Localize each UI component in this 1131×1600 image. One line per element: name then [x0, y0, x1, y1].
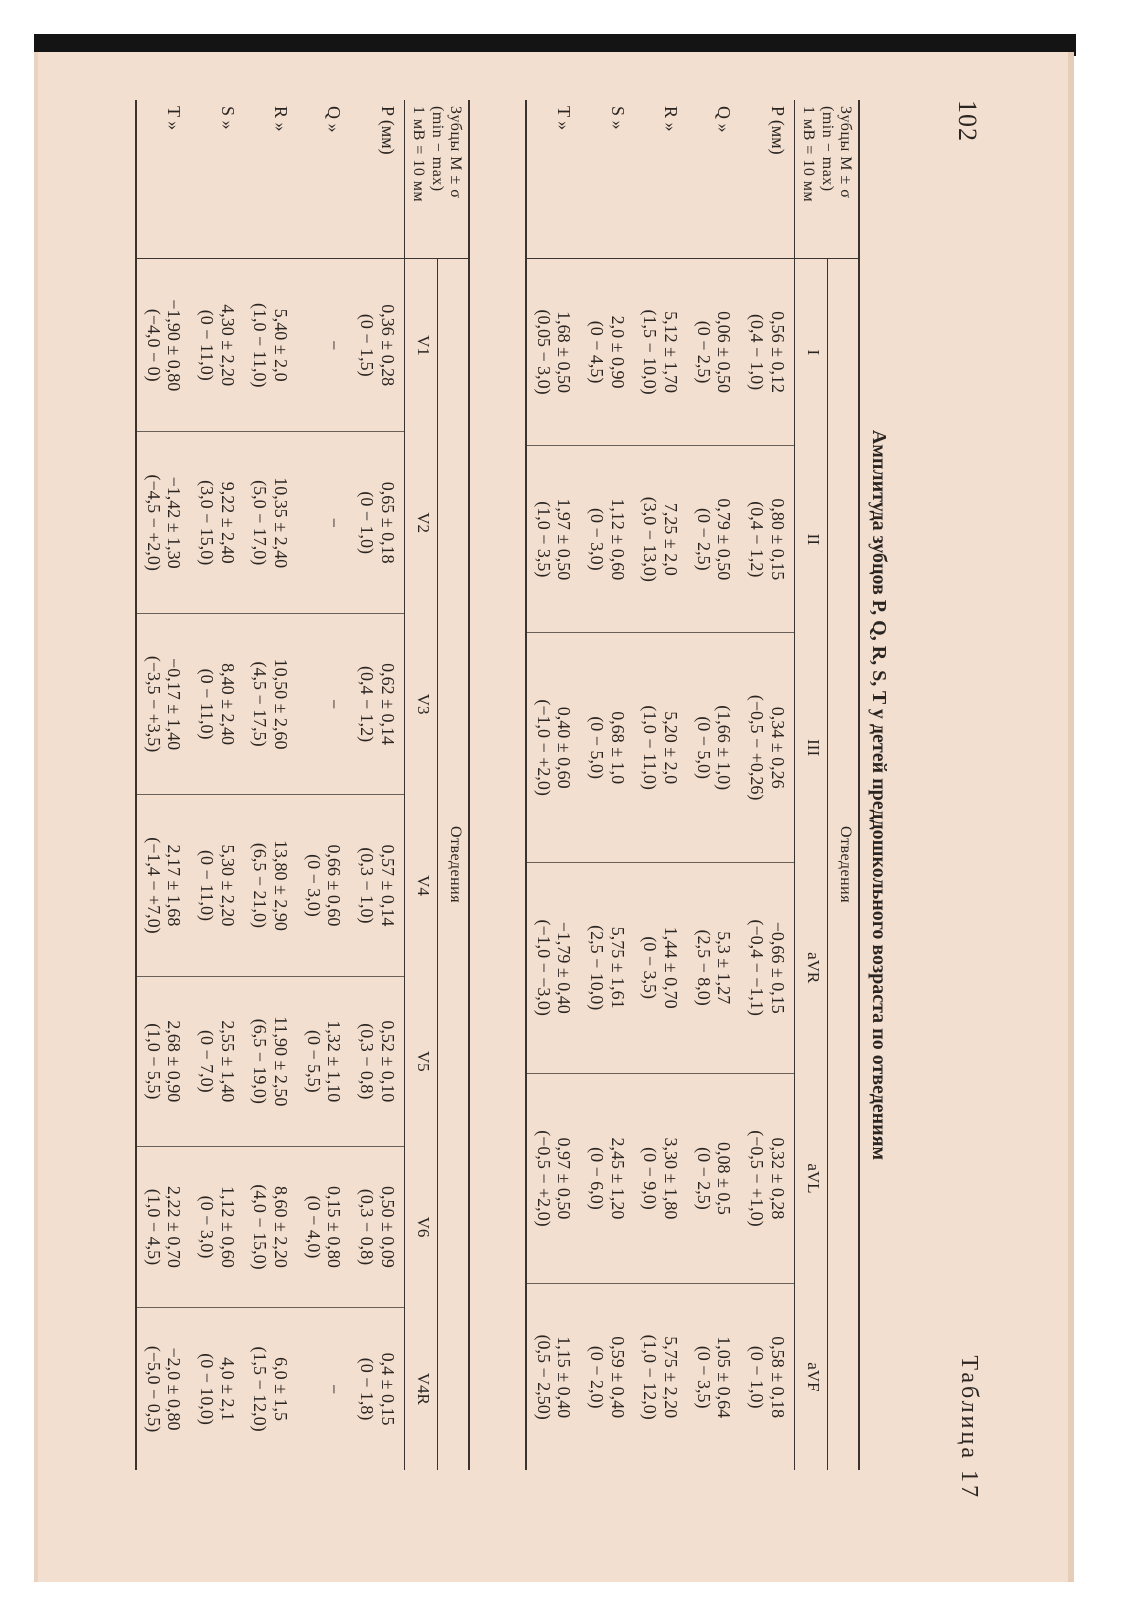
value-line: 10,50 ± 2,60 — [271, 658, 292, 750]
value-line: (0,4 − 1,0) — [747, 314, 768, 391]
value-line: (0,05 − 3,0) — [533, 309, 554, 395]
value-line: 1,97 ± 0,50 — [554, 498, 575, 581]
value-line: (0 − 4,0) — [303, 1195, 324, 1259]
value-line: (0 − 7,0) — [197, 1029, 218, 1093]
chest-leads-table — [135, 100, 470, 1470]
value-cell — [190, 795, 243, 976]
value-line: (−0,5 − +0,26) — [747, 694, 768, 801]
value-cell — [526, 446, 580, 633]
value-line: − — [324, 340, 345, 351]
value-line: (6,5 − 19,0) — [250, 1018, 271, 1104]
value-line: 0,40 ± 0,60 — [554, 706, 575, 789]
value-line: (−0,5 − +1,0) — [747, 1130, 768, 1227]
value-line: (−5,0 − 0,5) — [143, 1345, 164, 1433]
value-line: (1,0 − 11,0) — [250, 303, 271, 388]
value-cell — [687, 446, 740, 633]
leads-header-row — [794, 100, 827, 1470]
value-line: (0 − 11,0) — [197, 309, 218, 381]
lead-header-cell: V5 — [404, 976, 437, 1146]
value-line: 0,79 ± 0,50 — [714, 498, 735, 581]
value-line: 5,75 ± 1,61 — [607, 926, 628, 1009]
value-line: 0,62 ± 0,14 — [377, 663, 398, 746]
value-cell — [526, 259, 580, 446]
value-line: 2,0 ± 0,90 — [607, 315, 628, 389]
value-line: 7,25 ± 2,0 — [661, 502, 682, 576]
value-line: −1,42 ± 1,30 — [164, 476, 185, 569]
value-cell — [740, 862, 794, 1073]
value-line: (−3,5 − +3,5) — [143, 655, 164, 753]
value-cell — [136, 432, 190, 613]
value-cell — [580, 446, 633, 633]
value-line: 5,12 ± 1,70 — [661, 311, 682, 394]
value-cell — [244, 259, 297, 432]
value-line: 0,56 ± 0,12 — [767, 311, 788, 394]
table-row — [297, 100, 350, 1470]
value-line: − — [324, 698, 345, 710]
lead-header-cell: V3 — [404, 613, 437, 794]
value-cell — [526, 1284, 580, 1470]
value-cell — [580, 1073, 633, 1284]
value-line: (0 − 9,0) — [640, 1147, 661, 1210]
row-header-line: Зубцы M ± σ — [837, 106, 854, 199]
value-line: 2,22 ± 0,70 — [164, 1186, 185, 1268]
table-row — [580, 100, 633, 1470]
value-cell — [740, 1073, 794, 1284]
value-line: 2,55 ± 1,40 — [217, 1020, 238, 1103]
row-header-line: (min − max) — [428, 106, 446, 192]
wave-label-cell: S » — [190, 100, 243, 259]
value-line: 8,60 ± 2,20 — [271, 1186, 292, 1268]
value-line: (0 − 3,5) — [693, 1345, 714, 1409]
row-header-cell — [794, 100, 859, 259]
lead-header-cell: II — [794, 446, 827, 633]
value-line: (1,66 ± 1,0) — [714, 705, 735, 791]
group-header-cell: Отведения — [437, 259, 469, 1471]
value-line: 11,90 ± 2,50 — [271, 1016, 292, 1107]
value-cell — [580, 1284, 633, 1470]
value-line: 0,59 ± 0,40 — [607, 1336, 628, 1419]
table-row — [136, 100, 190, 1470]
value-line: 0,68 ± 1,0 — [607, 711, 628, 785]
value-line: (0 − 2,0) — [587, 1345, 608, 1409]
value-line: (1,0 − 5,5) — [143, 1023, 164, 1100]
value-line: − — [324, 517, 345, 528]
value-line: (0 − 5,0) — [587, 716, 608, 779]
row-header-line: 1 мВ = 10 мм — [410, 106, 428, 203]
value-line: (2,5 − 8,0) — [693, 929, 714, 1006]
value-line: (−1,4 − +7,0) — [143, 837, 164, 934]
value-line: −2,0 ± 0,80 — [164, 1347, 185, 1431]
value-line: 10,35 ± 2,40 — [271, 477, 292, 569]
table-row — [687, 100, 740, 1470]
value-cell — [136, 613, 190, 794]
value-line: 1,05 ± 0,64 — [714, 1336, 735, 1419]
value-line: 5,30 ± 2,20 — [217, 844, 238, 927]
value-cell — [297, 1146, 350, 1307]
value-line: 0,50 ± 0,09 — [377, 1186, 398, 1268]
value-line: (−4,0 − 0) — [143, 308, 164, 382]
value-cell — [244, 795, 297, 976]
value-cell — [687, 862, 740, 1073]
value-line: 0,57 ± 0,14 — [377, 844, 398, 927]
value-cell — [190, 1308, 243, 1470]
value-line: (0 − 10,0) — [197, 1353, 218, 1425]
wave-label-cell: S » — [580, 100, 633, 259]
lead-header-cell: V4 — [404, 795, 437, 976]
value-line: 8,40 ± 2,40 — [217, 663, 238, 746]
value-line: (0 − 11,0) — [197, 849, 218, 921]
value-cell — [190, 1146, 243, 1307]
value-cell — [740, 633, 794, 862]
lead-header-cell: V2 — [404, 432, 437, 613]
value-line: 0,36 ± 0,28 — [377, 304, 398, 387]
value-cell — [190, 432, 243, 613]
value-cell — [740, 259, 794, 446]
table-row — [350, 100, 404, 1470]
value-line: (−1,0 − −3,0) — [533, 919, 554, 1016]
value-line: 1,68 ± 0,50 — [554, 311, 575, 394]
value-cell — [634, 259, 687, 446]
value-line: −0,66 ± 0,15 — [767, 921, 788, 1014]
value-cell — [350, 976, 404, 1146]
value-line: (−4,5 − +2,0) — [143, 474, 164, 571]
lead-header-cell: I — [794, 259, 827, 446]
value-cell — [634, 862, 687, 1073]
value-line: (0 − 1,5) — [357, 313, 378, 377]
value-line: 13,80 ± 2,90 — [271, 840, 292, 931]
lead-header-cell: aVR — [794, 862, 827, 1073]
table-label: Таблица 17 — [956, 1355, 982, 1500]
value-line: 6,0 ± 1,5 — [271, 1357, 292, 1421]
lead-header-cell: aVF — [794, 1284, 827, 1470]
value-cell — [350, 1146, 404, 1307]
value-cell — [687, 633, 740, 862]
value-line: −1,90 ± 0,80 — [164, 299, 185, 392]
value-line: (−0,4 − −1,1) — [747, 919, 768, 1016]
value-line: (0 − 1,8) — [357, 1357, 378, 1421]
value-cell — [244, 432, 297, 613]
table-row — [740, 100, 794, 1470]
value-cell — [297, 1308, 350, 1470]
value-line: (0,3 − 1,0) — [357, 847, 378, 924]
page-number: 102 — [953, 100, 982, 142]
value-line: 1,12 ± 0,60 — [607, 498, 628, 581]
group-header-cell: Отведения — [827, 259, 859, 1471]
value-line: 1,44 ± 0,70 — [661, 926, 682, 1009]
table-title: Амплитуда зубцов P, Q, R, S, T у детей преддошкольного возраста по отведениям — [868, 429, 890, 1161]
lead-header-cell: III — [794, 633, 827, 862]
value-line: 0,15 ± 0,80 — [324, 1186, 345, 1268]
value-line: (1,0 − 4,5) — [143, 1188, 164, 1266]
wave-label-cell: R » — [244, 100, 297, 259]
value-cell — [136, 1308, 190, 1470]
value-line: (0,4 − 1,2) — [747, 501, 768, 578]
value-line: (1,0 − 3,5) — [533, 501, 554, 578]
value-cell — [190, 259, 243, 432]
value-line: (2,5 − 10,0) — [587, 925, 608, 1011]
value-line: 4,0 ± 2,1 — [217, 1357, 238, 1421]
value-cell — [297, 976, 350, 1146]
wave-label-cell: P (мм) — [350, 100, 404, 259]
value-line: 0,58 ± 0,18 — [767, 1336, 788, 1419]
value-line: 0,08 ± 0,5 — [714, 1141, 735, 1215]
lead-header-cell: V6 — [404, 1146, 437, 1307]
value-cell — [136, 1146, 190, 1307]
value-cell — [350, 795, 404, 976]
row-header-line: (min − max) — [818, 106, 836, 192]
value-cell — [740, 446, 794, 633]
value-cell — [297, 259, 350, 432]
value-line: (0 − 2,5) — [693, 320, 714, 384]
value-line: 2,17 ± 1,68 — [164, 844, 185, 927]
value-line: (0,3 − 0,8) — [357, 1023, 378, 1100]
value-line: 9,22 ± 2,40 — [217, 481, 238, 564]
value-line: 1,12 ± 0,60 — [217, 1186, 238, 1268]
value-cell — [634, 446, 687, 633]
value-line: (0 − 1,0) — [747, 1345, 768, 1409]
value-cell — [526, 633, 580, 862]
row-header-line: Зубцы M ± σ — [447, 106, 464, 199]
lead-header-cell: V1 — [404, 259, 437, 432]
value-cell — [350, 432, 404, 613]
value-line: (3,0 − 13,0) — [640, 496, 661, 582]
value-line: (0 − 5,5) — [303, 1029, 324, 1093]
value-line: (0 − 3,0) — [587, 508, 608, 571]
value-cell — [244, 1146, 297, 1307]
table-row — [526, 100, 580, 1470]
wave-label-cell: T » — [526, 100, 580, 259]
value-line: 5,40 ± 2,0 — [271, 308, 292, 382]
wave-label-cell: T » — [136, 100, 190, 259]
rotated-page-content — [10, 60, 990, 1530]
value-line: (−1,0 − +2,0) — [533, 699, 554, 796]
value-cell — [136, 976, 190, 1146]
value-line: 1,32 ± 1,10 — [324, 1020, 345, 1103]
value-cell — [687, 259, 740, 446]
value-line: 0,80 ± 0,15 — [767, 498, 788, 581]
lead-header-cell: aVL — [794, 1073, 827, 1284]
value-line: (4,5 − 17,5) — [250, 661, 271, 747]
value-cell — [350, 259, 404, 432]
value-line: (0 − 2,5) — [693, 1147, 714, 1210]
wave-label-cell: Q » — [687, 100, 740, 259]
value-line: −0,17 ± 1,40 — [164, 658, 185, 751]
wave-label-cell: R » — [634, 100, 687, 259]
value-cell — [526, 862, 580, 1073]
table-row — [244, 100, 297, 1470]
value-line: (1,0 − 12,0) — [640, 1334, 661, 1420]
value-line: 5,3 ± 1,27 — [714, 931, 735, 1005]
value-cell — [297, 432, 350, 613]
value-cell — [634, 1073, 687, 1284]
value-cell — [136, 259, 190, 432]
value-line: (0 − 4,5) — [587, 320, 608, 384]
value-cell — [136, 795, 190, 976]
value-line: (0,4 − 1,2) — [357, 666, 378, 743]
value-cell — [244, 976, 297, 1146]
value-cell — [297, 795, 350, 976]
value-line: (3,0 − 15,0) — [197, 480, 218, 566]
limb-leads-table — [525, 100, 860, 1470]
value-line: 0,65 ± 0,18 — [377, 481, 398, 564]
value-cell — [350, 613, 404, 794]
value-cell — [526, 1073, 580, 1284]
wave-label-cell: P (мм) — [740, 100, 794, 259]
value-cell — [580, 259, 633, 446]
group-header-row — [437, 100, 469, 1470]
value-cell — [244, 1308, 297, 1470]
value-cell — [190, 613, 243, 794]
value-cell — [580, 862, 633, 1073]
row-header-cell — [404, 100, 469, 259]
value-line: 0,97 ± 0,50 — [554, 1137, 575, 1220]
value-cell — [244, 613, 297, 794]
value-line: − — [324, 1383, 345, 1395]
value-line: 5,75 ± 2,20 — [661, 1336, 682, 1419]
value-line: (1,5 − 10,0) — [640, 309, 661, 395]
value-line: (0,3 − 0,8) — [357, 1188, 378, 1266]
wave-label-cell: Q » — [297, 100, 350, 259]
value-line: 0,34 ± 0,26 — [767, 706, 788, 789]
value-line: (1,5 − 12,0) — [250, 1346, 271, 1432]
group-header-row — [827, 100, 859, 1470]
value-line: 0,06 ± 0,50 — [714, 311, 735, 394]
value-line: (0 − 3,0) — [197, 1195, 218, 1259]
value-line: (1,0 − 11,0) — [640, 705, 661, 790]
value-cell — [190, 976, 243, 1146]
table-row — [634, 100, 687, 1470]
table-row — [190, 100, 243, 1470]
value-line: 0,32 ± 0,28 — [767, 1137, 788, 1220]
value-cell — [580, 633, 633, 862]
value-line: 2,68 ± 0,90 — [164, 1020, 185, 1103]
value-line: (0,5 − 2,50) — [533, 1334, 554, 1420]
value-line: (0 − 2,5) — [693, 508, 714, 571]
value-line: (0 − 1,0) — [357, 491, 378, 554]
value-cell — [350, 1308, 404, 1470]
value-cell — [634, 633, 687, 862]
value-line: (0 − 3,0) — [303, 854, 324, 917]
row-header-line: 1 мВ = 10 мм — [800, 106, 818, 203]
leads-header-row — [404, 100, 437, 1470]
value-line: (−0,5 − +2,0) — [533, 1130, 554, 1227]
value-line: 0,66 ± 0,60 — [324, 844, 345, 927]
value-cell — [297, 613, 350, 794]
value-line: 5,20 ± 2,0 — [661, 711, 682, 785]
value-line: 2,45 ± 1,20 — [607, 1137, 628, 1220]
value-line: 0,4 ± 0,15 — [377, 1352, 398, 1426]
value-cell — [634, 1284, 687, 1470]
value-cell — [740, 1284, 794, 1470]
value-line: −1,79 ± 0,40 — [554, 921, 575, 1014]
value-line: 3,30 ± 1,80 — [661, 1137, 682, 1220]
value-line: 0,52 ± 0,10 — [377, 1020, 398, 1103]
value-line: (0 − 6,0) — [587, 1147, 608, 1210]
lead-header-cell: V4R — [404, 1308, 437, 1470]
value-line: (6,5 − 21,0) — [250, 842, 271, 929]
value-line: (5,0 − 17,0) — [250, 480, 271, 566]
value-cell — [687, 1073, 740, 1284]
value-line: 4,30 ± 2,20 — [217, 304, 238, 387]
value-line: (4,0 − 15,0) — [250, 1184, 271, 1270]
value-line: (0 − 3,5) — [640, 936, 661, 1000]
value-line: (0 − 11,0) — [197, 668, 218, 740]
value-line: (0 − 5,0) — [693, 716, 714, 779]
value-line: 1,15 ± 0,40 — [554, 1336, 575, 1419]
value-cell — [687, 1284, 740, 1470]
